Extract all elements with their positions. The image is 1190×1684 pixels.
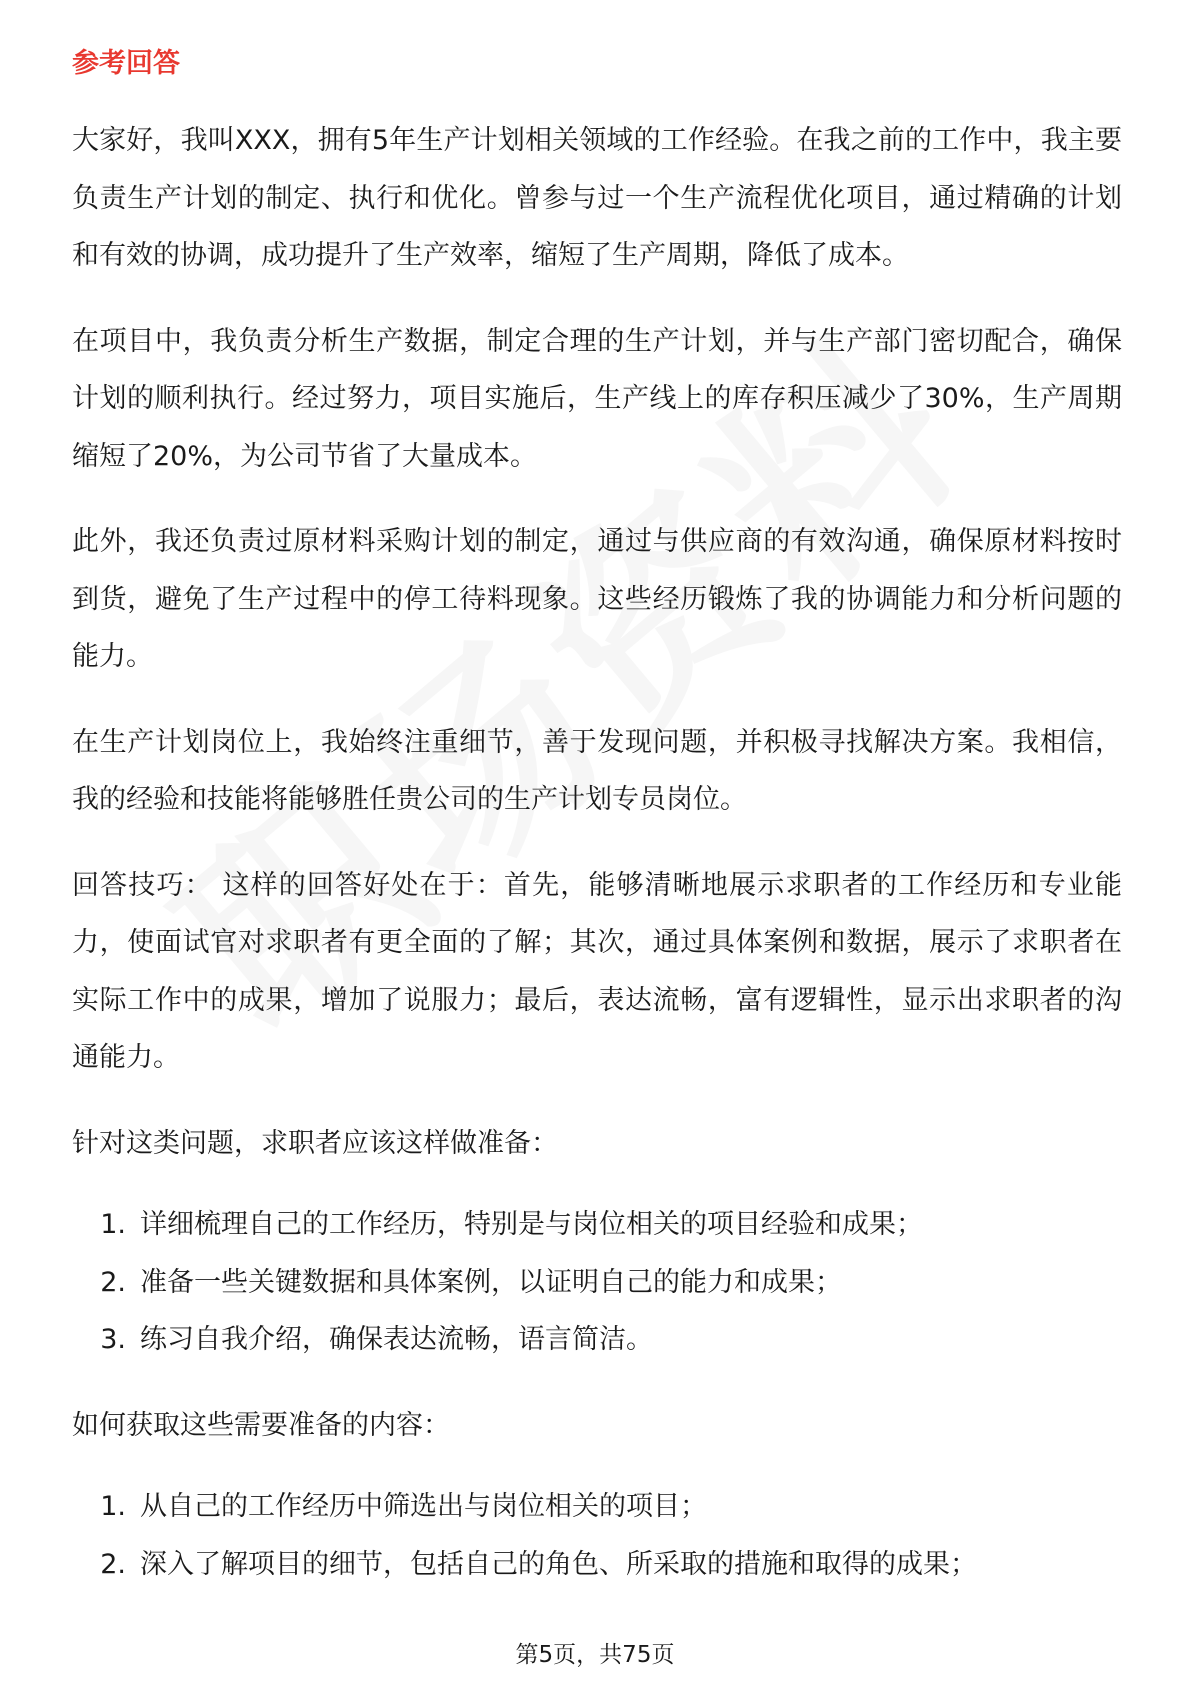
list-item [72,1311,1122,1369]
list-number: 3. [100,1324,126,1355]
list-item [72,1536,1122,1594]
list-item [72,1196,1122,1254]
acquire-intro: 如何获取这些需要准备的内容： [72,1409,450,1441]
page-number: 第5页，共75页 [515,1642,675,1668]
list-number: 2. [100,1548,126,1580]
acquire-list [72,1478,1122,1593]
tips-paragraph: 回答技巧： 这样的回答好处在于：首先，能够清晰地展示求职者的工作经历和专业能力，使面试官对求职者有更全面的了解；其次，通过具体案例和数据，展示了求职者在实际工作中的成果，增加了说服力；最后，表达流畅，富有逻辑性，显示出求职者的沟通能力。 [72,869,1122,1073]
prep-intro: 针对这类问题，求职者应该这样做准备： [72,1127,558,1159]
section-heading: 参考回答 [72,48,180,79]
list-text: 练习自我介绍，确保表达流畅，语言简洁。 [140,1324,653,1355]
prep-list [72,1196,1122,1369]
list-number: 1. [100,1491,126,1522]
answer-paragraph-4: 在生产计划岗位上，我始终注重细节，善于发现问题，并积极寻找解决方案。我相信，我的经验和技能将能够胜任贵公司的生产计划专员岗位。 [72,726,1122,815]
list-text: 深入了解项目的细节，包括自己的角色、所采取的措施和取得的成果； [140,1548,977,1580]
list-item [72,1254,1122,1312]
answer-paragraph-1: 大家好，我叫XXX，拥有5年生产计划相关领域的工作经验。在我之前的工作中，我主要负责生产计划的制定、执行和优化。曾参与过一个生产流程优化项目，通过精确的计划和有效的协调，成功提升了生产效率，缩短了生产周期，降低了成本。 [72,125,1122,271]
list-text: 详细梳理自己的工作经历，特别是与岗位相关的项目经验和成果； [140,1209,923,1240]
list-number: 2. [100,1266,126,1298]
list-text: 准备一些关键数据和具体案例，以证明自己的能力和成果； [140,1266,842,1298]
list-text: 从自己的工作经历中筛选出与岗位相关的项目； [140,1491,707,1522]
content [72,46,1122,1621]
list-item [72,1478,1122,1536]
answer-paragraph-2: 在项目中，我负责分析生产数据，制定合理的生产计划，并与生产部门密切配合，确保计划的顺利执行。经过努力，项目实施后，生产线上的库存积压减少了30%，生产周期缩短了20%，为公司节省了大量成本。 [72,325,1122,472]
list-number: 1. [100,1209,126,1240]
answer-paragraph-3: 此外，我还负责过原材料采购计划的制定，通过与供应商的有效沟通，确保原材料按时到货，避免了生产过程中的停工待料现象。这些经历锻炼了我的协调能力和分析问题的能力。 [72,526,1122,672]
